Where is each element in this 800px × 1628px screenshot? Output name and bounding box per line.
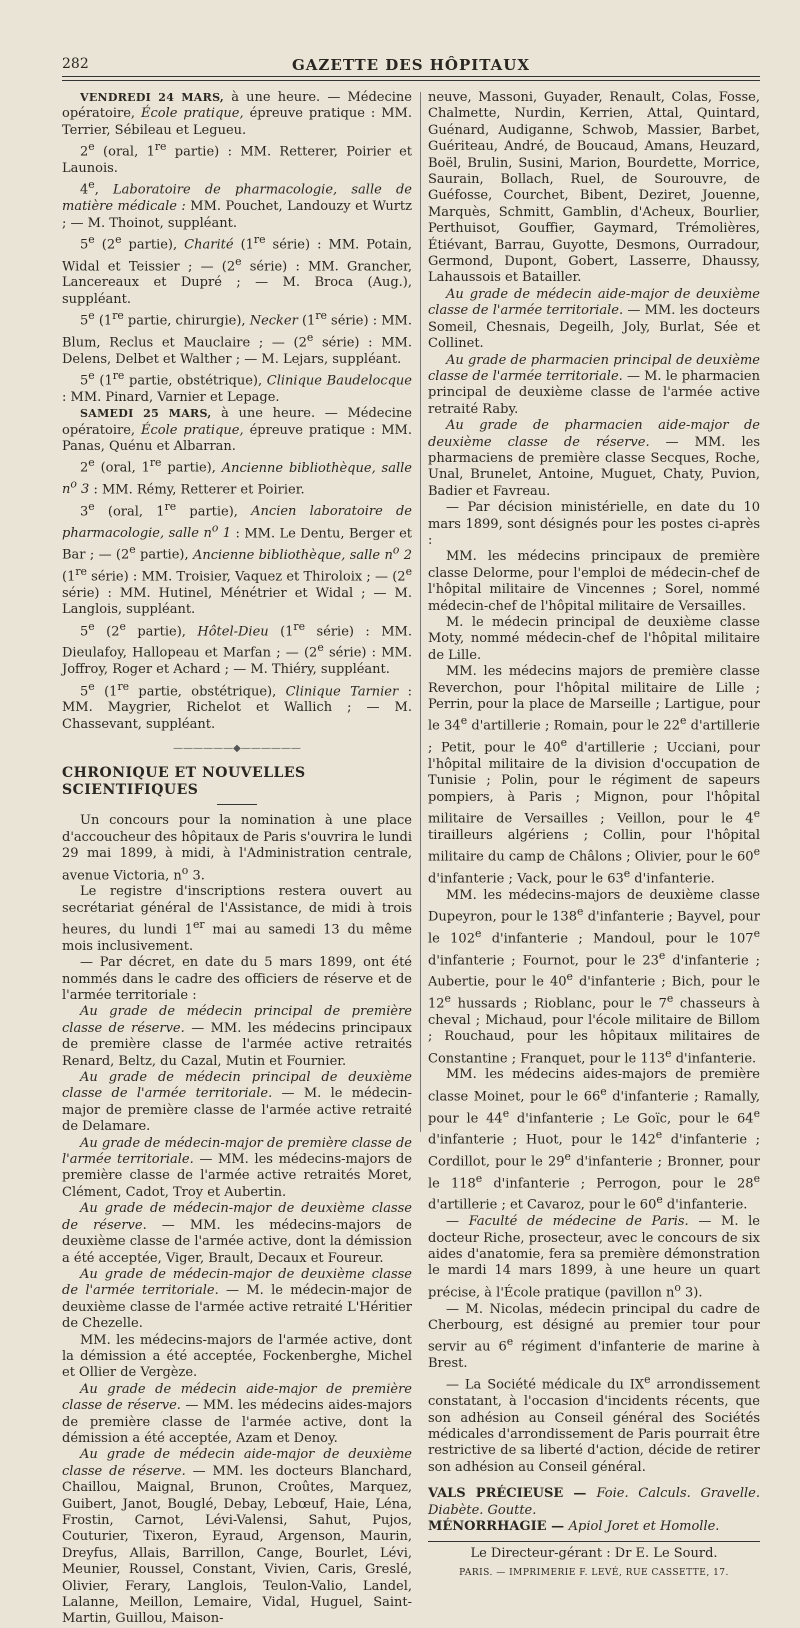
advertisement: VALS PRÉCIEUSE — Foie. Calculs. Gravelle. Diabète. Goutte. MÉNORRHAGIE — Apiol Joret et Homolle. (428, 1486, 760, 1535)
paragraph: — Par décision ministérielle, en date du 10 mars 1899, sont désignés pour les postes ci-après : (428, 500, 760, 548)
director-signature: Le Directeur-gérant : Dr E. Le Sourd. (470, 1546, 718, 1562)
paragraph: Au grade de médecin aide-major de deuxième classe de réserve. — MM. les docteurs Blanchard, Chaillou, Maignal, Brunon, Croûtes, Marquez, Guibert, Janot, Bouglé, Debay, Lebœuf, Haie, Léna, Frostin, Carnot, Lévi-Valensi, Sahut, Pujos, Couturier, Tixeron, Eyraud, Argenson, Maurin, Dreyfus, Allais, Barrillon, Cange, Bourlet, Lévi, Meunier, Roussel, Constant, Vivien, Caris, Greslé, Olivier, Ferary, Langlois, Teulon-Valio, Landel, Lalanne, Meillon, Lemaire, Vidal, Huguel, Saint-Martin, Guillou, Maison- (62, 1447, 412, 1627)
paragraph: Au grade de médecin-major de première classe de l'armée territoriale. — MM. les médecins-majors de première classe de l'armée active retraités Moret, Clément, Cadot, Troy et Aubertin. (62, 1135, 413, 1200)
printer-imprint: PARIS. — IMPRIMERIE F. LEVÉ, RUE CASSETTE, 17. (459, 1567, 729, 1578)
paragraph: MM. les médecins-majors de l'armée active, dont la démission a été acceptée, Fockenberghe, Michel et Ollier de Vergèze. (62, 1332, 412, 1381)
paragraph: — M. Nicolas, médecin principal du cadre de Cherbourg, est désigné au premier tour pour servir au 6e régiment d'infanterie de marine à Brest. (428, 1301, 760, 1372)
paragraph: M. le médecin principal de deuxième classe Moty, nommé médecin-chef de l'hôpital militaire de Lille. (428, 615, 760, 663)
paragraph: — Par décret, en date du 5 mars 1899, ont été nommés dans le cadre des officiers de réserve et de l'armée territoriale : (62, 955, 412, 1003)
paragraph: 5e (1re partie, chirurgie), Necker (1re série) : MM. Blum, Reclus et Mauclaire ; — (2e série) : MM. Delens, Delbet et Walther ; — M. Lejars, suppléant. (62, 309, 412, 367)
paragraph: Au grade de médecin-major de deuxième classe de l'armée territoriale. — M. le médecin-major de deuxième classe de l'armée active retraité L'Héritier de Chezelle. (62, 1266, 412, 1332)
paragraph: VENDREDI 24 MARS, à une heure. — Médecine opératoire, École pratique, épreuve pratique : MM. Terrier, Sébileau et Legueu. (62, 90, 412, 138)
paragraph: MM. les médecins majors de première classe Reverchon, pour l'hôpital militaire de Lille ; Perrin, pour la place de Marseille ; Lartigue, pour le 34e d'artillerie ; Romain, pour le 22e d'artillerie ; Petit, pour le 40e d'artillerie ; Ucciani, pour l'hôpital militaire de la division d'occupation de Tunisie ; Polin, pour le régiment de sapeurs pompiers, à Paris ; Mignon, pour l'hôpital militaire de Versailles ; Veillon, pour le 4e tirailleurs algériens ; Collin, pour l'hôpital militaire du camp de Châlons ; Olivier, pour le 60e d'infanterie ; Vack, pour le 63e d'infanterie. (428, 664, 761, 887)
paragraph: neuve, Massoni, Guyader, Renault, Colas, Fosse, Chalmette, Nurdin, Kerrien, Attal, Quintard, Guénard, Audiganne, Schwob, Massier, Barbet, Guériteau, André, de Boucaud, Amans, Heuzard, Boël, Brulin, Susini, Marion, Bourdette, Morrice, Saurain, Bollach, Ruel, de Sourouvre, de Guéfosse, Courchet, Bibent, Deziret, Jouenne, Marquès, Schmitt, Gamblin, d'Acheux, Bourlier, Perthuisot, Gouffier, Gaymard, Trémolières, Étiévant, Barrau, Guyotte, Desmons, Ourradour, Germond, Dupont, Gobert, Lasserre, Dhaussy, Lahaussois et Batailler. (428, 90, 760, 286)
paragraph: Au grade de médecin principal de première classe de réserve. — MM. les médecins principaux de première classe de l'armée active retraités Renard, Beltz, du Cazal, Mutin et Fournier. (62, 1004, 412, 1069)
right-column (428, 90, 760, 1581)
paragraph: Au grade de pharmacien principal de deuxième classe de l'armée territoriale. — M. le pharmacien principal de deuxième classe de l'armée active retraité Raby. (428, 352, 760, 417)
ornament-separator: ——————◆—————— (173, 743, 301, 755)
paragraph: 5e (1re partie, obstétrique), Clinique Baudelocque : MM. Pinard, Varnier et Lepage. (62, 369, 412, 405)
footer (428, 1541, 760, 1581)
short-rule (217, 804, 257, 805)
paragraph: MM. les médecins aides-majors de première classe Moinet, pour le 66e d'infanterie ; Ramally, pour le 44e d'infanterie ; Le Goïc, pour le 64e d'infanterie ; Huot, pour le 142e d'infanterie ; Cordillot, pour le 29e d'infanterie ; Bronner, pour le 118e d'infanterie ; Perrogon, pour le 28e d'artillerie ; et Cavaroz, pour le 60e d'infanterie. (428, 1067, 760, 1213)
paragraph: Un concours pour la nomination à une place d'accoucheur des hôpitaux de Paris s'ouvrira le lundi 29 mai 1899, à midi, à l'Administration centrale, avenue Victoria, $n^o$ 3. (62, 813, 412, 883)
paragraph: Au grade de médecin-major de deuxième classe de réserve. — MM. les médecins-majors de deuxième classe de l'armée active, dont la démission a été acceptée, Viger, Brault, Decaux et Foureur. (62, 1201, 413, 1266)
section-heading: CHRONIQUE ET NOUVELLES SCIENTIFIQUES (62, 765, 306, 798)
paragraph: 5e (1re partie, obstétrique), Clinique Tarnier : MM. Maygrier, Richelot et Wallich ; — M. Chassevant, suppléant. (62, 679, 412, 732)
paragraph: MM. les médecins-majors de deuxième classe Dupeyron, pour le 138e d'infanterie ; Bayvel, pour le 102e d'infanterie ; Mandoul, pour le 107e d'infanterie ; Fournot, pour le 23e d'infanterie ; Aubertie, pour le 40e d'infanterie ; Bich, pour le 12e hussards ; Rioblanc, pour le 7e chasseurs à cheval ; Michaud, pour l'école militaire de Billom ; Rouchaud, pour les hôpitaux militaires de Constantine ; Franquet, pour le 113e d'infanterie. (428, 887, 761, 1066)
masthead-title: GAZETTE DES HÔPITAUX (291, 56, 530, 74)
header-rule (62, 80, 760, 81)
paragraph: 5e (2e partie), Hôtel-Dieu (1re série) : MM. Dieulafoy, Hallopeau et Marfan ; — (2e série) : MM. Joffroy, Roger et Achard ; — M. Thiéry, suppléant. (62, 619, 412, 678)
paragraph: SAMEDI 25 MARS, à une heure. — Médecine opératoire, École pratique, épreuve pratique : MM. Panas, Quénu et Albarran. (62, 406, 412, 455)
paragraph: 4e, Laboratoire de pharmacologie, salle de matière médicale : MM. Pouchet, Landouzy et Wurtz ; — M. Thoinot, suppléant. (62, 178, 413, 231)
page-header (62, 46, 760, 77)
paragraph: 2e (oral, 1re partie) : MM. Retterer, Poirier et Launois. (62, 140, 412, 176)
paragraph: 3e (oral, 1re partie), Ancien laboratoire de pharmacologie, salle $n^o$ 1 : MM. Le Dentu, Berger et Bar ; — (2e partie), Ancienne bibliothèque, salle $n^o$ 2 (1re série) : MM. Troisier, Vaquez et Thiroloix ; — (2e série) : MM. Hutinel, Ménétrier et Widal ; — M. Langlois, suppléant. (62, 499, 413, 618)
paragraph: 5e (2e partie), Charité (1re série) : MM. Potain, Widal et Teissier ; — (2e série) : MM. Grancher, Lancereaux et Dupré ; — M. Broca (Aug.), suppléant. (62, 232, 412, 307)
paragraph: Au grade de pharmacien aide-major de deuxième classe de réserve. — MM. les pharmaciens de première classe Secques, Roche, Unal, Brunelet, Antoine, Muguet, Chaty, Puvion, Badier et Favreau. (428, 418, 760, 499)
paragraph: Au grade de médecin aide-major de première classe de réserve. — MM. les médecins aides-majors de première classe de l'armée active, dont la démission a été acceptée, Azam et Denoy. (62, 1381, 413, 1446)
paragraph: MM. les médecins principaux de première classe Delorme, pour l'emploi de médecin-chef de l'hôpital militaire de Vincennes ; Sorel, nommé médecin-chef de l'hôpital militaire de Versailles. (428, 549, 760, 614)
left-column (62, 90, 412, 1628)
paragraph: — Faculté de médecine de Paris. — M. le docteur Riche, prosecteur, avec le concours de six aides d'anatomie, fera sa première démonstration le mardi 14 mars 1899, à une heure un quart précise, à l'École pratique (pavillon $n^o$ 3). (428, 1214, 760, 1301)
page-number: 282 (62, 56, 89, 72)
paragraph: Au grade de médecin principal de deuxième classe de l'armée territoriale. — M. le médecin-major de première classe de l'armée active retraité de Delamare. (62, 1070, 412, 1135)
paragraph: Le registre d'inscriptions restera ouvert au secrétariat général de l'Assistance, de midi à trois heures, du lundi 1er mai au samedi 13 du même mois inclusivement. (62, 884, 412, 954)
column-divider (420, 92, 421, 1132)
paragraph: 2e (oral, 1re partie), Ancienne bibliothèque, salle $n^o$ 3 : MM. Rémy, Retterer et Poirier. (62, 456, 412, 498)
paragraph: Au grade de médecin aide-major de deuxième classe de l'armée territoriale. — MM. les docteurs Someil, Chesnais, Degeilh, Joly, Burlat, Sée et Collinet. (428, 286, 760, 352)
paragraph: — La Société médicale du IXe arrondissement constatant, à l'occasion d'incidents récents, que son adhésion au Conseil général des Sociétés médicales d'arrondissement de Paris pourrait être restrictive de sa liberté d'action, décide de retirer son adhésion au Conseil général. (428, 1373, 761, 1475)
